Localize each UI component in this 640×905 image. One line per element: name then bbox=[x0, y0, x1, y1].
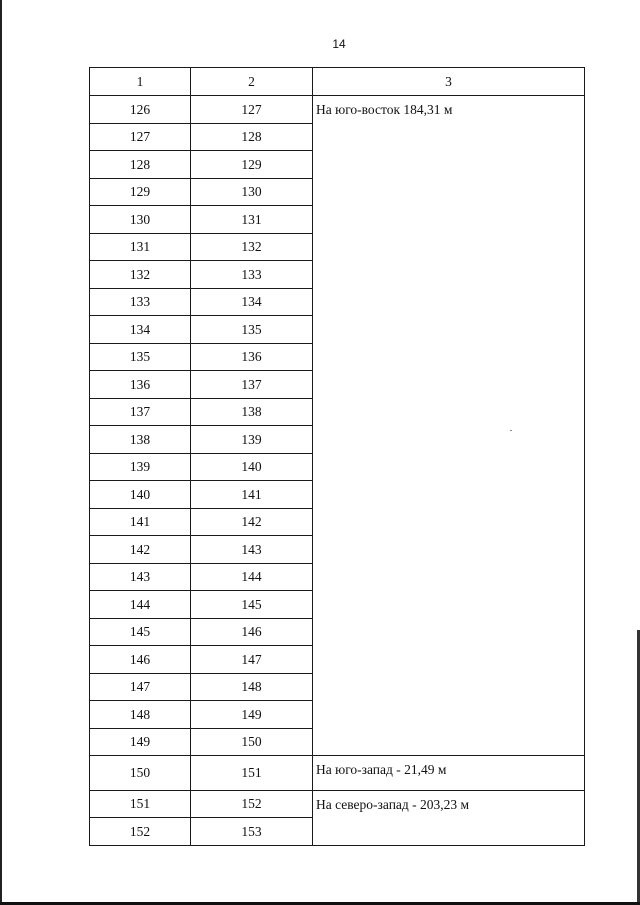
point-from-cell: 139 bbox=[90, 453, 191, 481]
point-from-cell: 128 bbox=[90, 151, 191, 179]
point-from-cell: 136 bbox=[90, 371, 191, 399]
point-from-cell: 138 bbox=[90, 426, 191, 454]
table-row bbox=[90, 756, 585, 791]
point-to-cell: 153 bbox=[191, 818, 313, 846]
point-from-cell: 141 bbox=[90, 508, 191, 536]
point-to-cell: 134 bbox=[191, 288, 313, 316]
boundary-table bbox=[89, 67, 585, 846]
point-to-cell: 131 bbox=[191, 206, 313, 234]
point-from-cell: 129 bbox=[90, 178, 191, 206]
point-to-cell: 145 bbox=[191, 591, 313, 619]
point-from-cell: 133 bbox=[90, 288, 191, 316]
direction-distance-cell: На северо-запад - 203,23 м bbox=[313, 790, 585, 845]
point-to-cell: 144 bbox=[191, 563, 313, 591]
point-to-cell: 137 bbox=[191, 371, 313, 399]
point-from-cell: 150 bbox=[90, 756, 191, 791]
page-number: 14 bbox=[332, 37, 346, 51]
table-row bbox=[90, 96, 585, 124]
point-to-cell: 146 bbox=[191, 618, 313, 646]
point-to-cell: 141 bbox=[191, 481, 313, 509]
point-from-cell: 149 bbox=[90, 728, 191, 756]
column-header: 1 bbox=[90, 68, 191, 96]
scan-left-edge bbox=[0, 0, 2, 905]
direction-distance-cell: На юго-запад - 21,49 м bbox=[313, 756, 585, 791]
point-to-cell: 129 bbox=[191, 151, 313, 179]
point-to-cell: 151 bbox=[191, 756, 313, 791]
point-to-cell: 128 bbox=[191, 123, 313, 151]
point-from-cell: 135 bbox=[90, 343, 191, 371]
point-from-cell: 147 bbox=[90, 673, 191, 701]
point-to-cell: 142 bbox=[191, 508, 313, 536]
point-to-cell: 143 bbox=[191, 536, 313, 564]
point-from-cell: 143 bbox=[90, 563, 191, 591]
point-from-cell: 151 bbox=[90, 790, 191, 818]
point-from-cell: 140 bbox=[90, 481, 191, 509]
direction-distance-cell: На юго-восток 184,31 м bbox=[313, 96, 585, 756]
point-to-cell: 135 bbox=[191, 316, 313, 344]
point-to-cell: 147 bbox=[191, 646, 313, 674]
point-to-cell: 138 bbox=[191, 398, 313, 426]
point-to-cell: 127 bbox=[191, 96, 313, 124]
point-from-cell: 144 bbox=[90, 591, 191, 619]
point-from-cell: 137 bbox=[90, 398, 191, 426]
point-from-cell: 132 bbox=[90, 261, 191, 289]
point-to-cell: 150 bbox=[191, 728, 313, 756]
point-to-cell: 130 bbox=[191, 178, 313, 206]
point-from-cell: 127 bbox=[90, 123, 191, 151]
column-header: 3 bbox=[313, 68, 585, 96]
table-body bbox=[90, 96, 585, 846]
column-header: 2 bbox=[191, 68, 313, 96]
point-to-cell: 139 bbox=[191, 426, 313, 454]
point-from-cell: 145 bbox=[90, 618, 191, 646]
point-to-cell: 133 bbox=[191, 261, 313, 289]
table-header-row bbox=[90, 68, 585, 96]
point-from-cell: 146 bbox=[90, 646, 191, 674]
point-from-cell: 134 bbox=[90, 316, 191, 344]
point-to-cell: 136 bbox=[191, 343, 313, 371]
point-from-cell: 130 bbox=[90, 206, 191, 234]
point-from-cell: 142 bbox=[90, 536, 191, 564]
point-from-cell: 126 bbox=[90, 96, 191, 124]
point-from-cell: 152 bbox=[90, 818, 191, 846]
point-to-cell: 132 bbox=[191, 233, 313, 261]
point-from-cell: 131 bbox=[90, 233, 191, 261]
point-to-cell: 140 bbox=[191, 453, 313, 481]
point-to-cell: 148 bbox=[191, 673, 313, 701]
point-from-cell: 148 bbox=[90, 701, 191, 729]
point-to-cell: 149 bbox=[191, 701, 313, 729]
point-to-cell: 152 bbox=[191, 790, 313, 818]
table-row bbox=[90, 790, 585, 818]
